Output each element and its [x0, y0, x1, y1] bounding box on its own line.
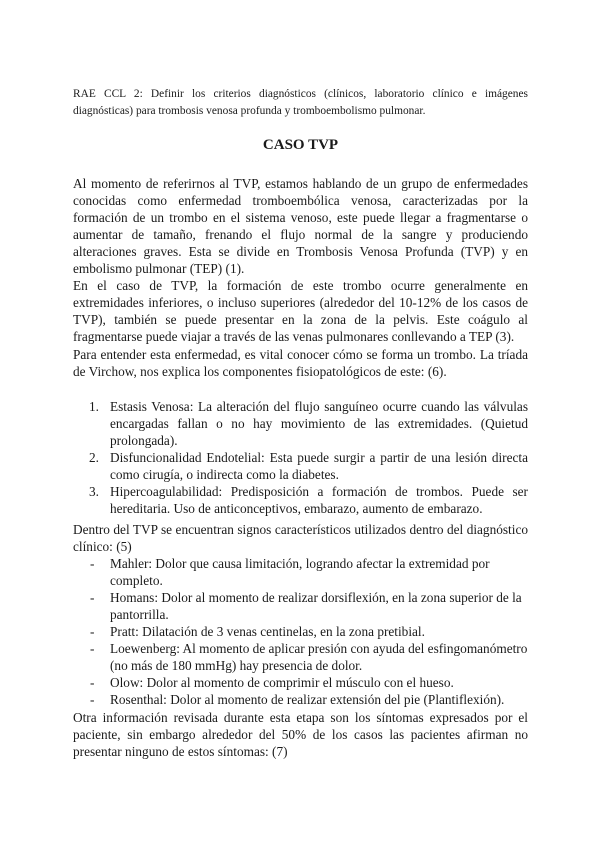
rae-header: RAE CCL 2: Definir los criterios diagnósticos (clínicos, laboratorio clínico e imágenes diagnósticas) para trombosis venosa profunda y tromboembolismo pulmonar. — [73, 88, 528, 117]
list-number: 1. — [89, 399, 99, 414]
bullet-dash: - — [90, 692, 95, 707]
virchow-paragraph: Para entender esta enfermedad, es vital conocer cómo se forma un trombo. La tríada de Virchow, nos explica los componentes fisiopatológicos de este: (6). — [73, 347, 528, 379]
list-item — [73, 640, 528, 674]
bullet-dash: - — [90, 556, 95, 571]
bullet-dash: - — [90, 624, 95, 639]
intro-block — [73, 175, 528, 345]
list-item — [73, 398, 528, 449]
list-item-text: Mahler: Dolor que causa limitación, logrando afectar la extremidad por completo. — [110, 556, 490, 588]
list-item-text: Estasis Venosa: La alteración del flujo sanguíneo ocurre cuando las válvulas encargadas fallan o no hay movimiento de las extremidades. (Quietud prolongada). — [110, 399, 528, 448]
list-item-text: Rosenthal: Dolor al momento de realizar extensión del pie (Plantiflexión). — [110, 692, 505, 707]
list-number: 3. — [89, 484, 99, 499]
list-item — [73, 449, 528, 483]
list-item — [73, 555, 528, 589]
list-item — [73, 589, 528, 623]
list-item-text: Homans: Dolor al momento de realizar dorsiflexión, en la zona superior de la pantorrilla. — [110, 590, 522, 622]
list-item-text: Disfuncionalidad Endotelial: Esta puede surgir a partir de una lesión directa como cirugía, o indirecta como la diabetes. — [110, 450, 528, 482]
list-item — [73, 691, 528, 708]
list-item-text: Pratt: Dilatación de 3 venas centinelas, en la zona pretibial. — [110, 624, 425, 639]
bullet-dash: - — [90, 590, 95, 605]
page-title: CASO TVP — [262, 137, 339, 153]
signs-list — [73, 555, 528, 708]
virchow-list — [73, 398, 528, 517]
tvp-case-paragraph: En el caso de TVP, la formación de este trombo ocurre generalmente en extremidades inferiores, o incluso superiores (alrededor del 10-12% de los casos de TVP), también se puede presentar en la zona de la pelvis. Este coágulo al fragmentarse puede viajar a través de las venas pulmonares conllevando a TEP (3). — [73, 278, 528, 344]
list-item — [73, 674, 528, 691]
list-item-text: Loewenberg: Al momento de aplicar presión con ayuda del esfingomanómetro (no más de 180 mmHg) hay presencia de dolor. — [110, 641, 528, 673]
list-item — [73, 623, 528, 640]
symptoms-paragraph: Otra información revisada durante esta etapa son los síntomas expresados por el paciente, sin embargo alrededor del 50% de los casos las pacientes afirman no presentar ninguno de estos síntomas: (7) — [73, 710, 528, 759]
signs-intro-paragraph: Dentro del TVP se encuentran signos característicos utilizados dentro del diagnóstico clínico: (5) — [73, 522, 528, 554]
list-item-text: Hipercoagulabilidad: Predisposición a formación de trombos. Puede ser hereditaria. Uso de anticonceptivos, embarazo, aumento de embarazo. — [110, 484, 528, 516]
list-item-text: Olow: Dolor al momento de comprimir el músculo con el hueso. — [110, 675, 454, 690]
bullet-dash: - — [90, 675, 95, 690]
list-item — [73, 483, 528, 517]
list-number: 2. — [89, 450, 99, 465]
bullet-dash: - — [90, 641, 95, 656]
intro-paragraph: Al momento de referirnos al TVP, estamos hablando de un grupo de enfermedades conocidas como enfermedad tromboembólica venosa, caracterizadas por la formación de un trombo en el sistema venoso, este puede llegar a fragmentarse o aumentar de tamaño, frenando el flujo normal de la sangre y produciendo alteraciones graves. Esta se divide en Trombosis Venosa Profunda (TVP) y en embolismo pulmonar (TEP) (1). — [73, 176, 528, 276]
